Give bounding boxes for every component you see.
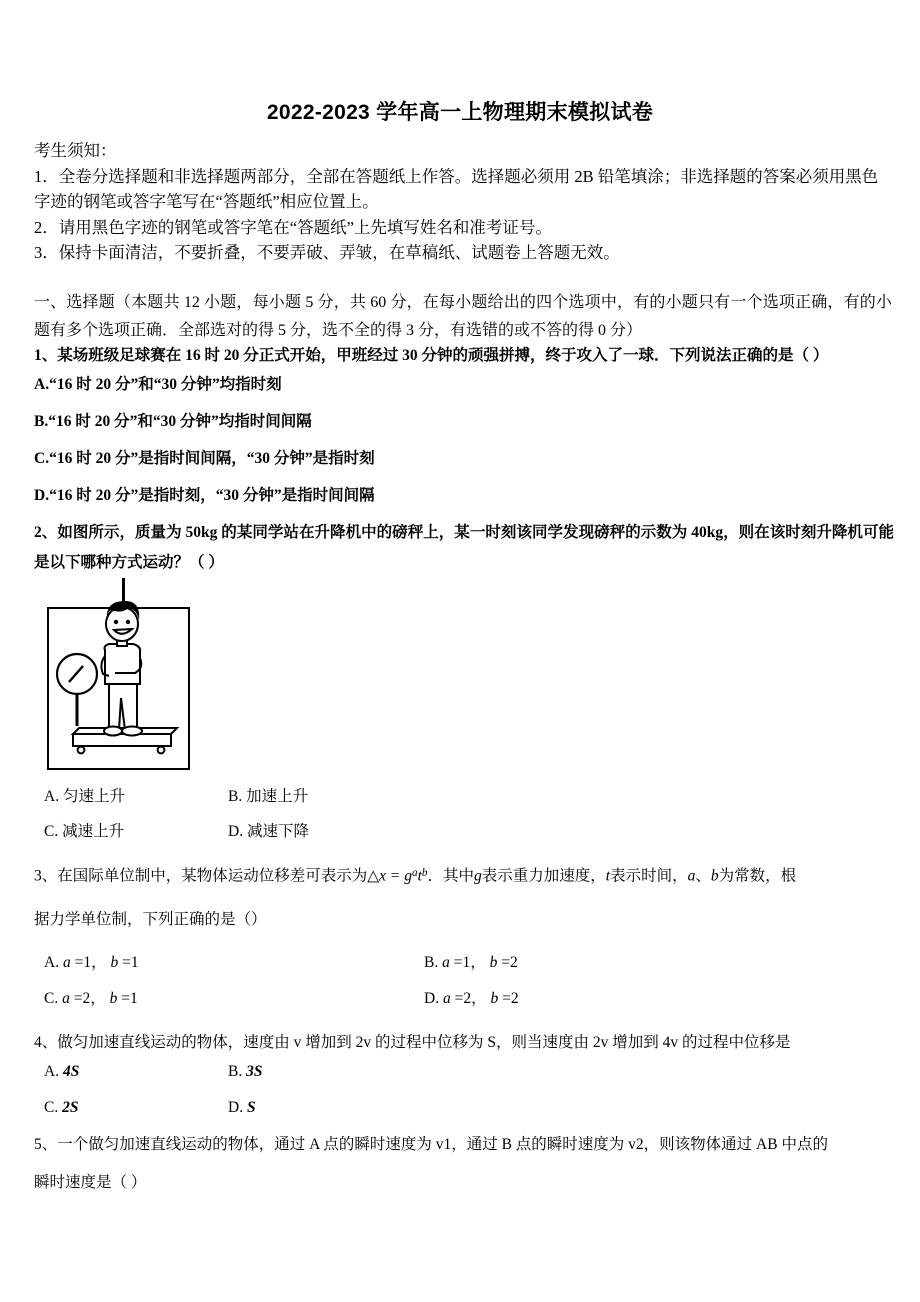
question-3-symbol-t: t — [605, 867, 611, 885]
question-5-stem-line1: 5、一个做匀加速直线运动的物体，通过 A 点的瞬时速度为 v1，通过 B 点的瞬时速度为 v2，则该物体通过 AB 中点的 — [34, 1136, 828, 1153]
scale-platform-body — [73, 734, 171, 746]
question-2-option-a[interactable]: A. 匀速上升 — [44, 788, 125, 805]
question-3-stem-part2: ．其中 — [427, 867, 474, 885]
notice-line-2: 2．请用黑色字迹的钢笔或答字笔在“答题纸”上先填写姓名和准考证号。 — [34, 217, 552, 237]
person-shoe-right — [122, 727, 142, 736]
question-1-stem: 1、某场班级足球赛在 16 时 20 分正式开始，甲班经过 30 分钟的顽强拼搏，终于攻入了一球．下列说法正确的是（ ） — [34, 347, 829, 364]
question-3-stem-part4: 表示时间， — [610, 867, 688, 885]
question-4-option-c-label: C. — [44, 1099, 59, 1116]
person-legs — [109, 682, 137, 730]
question-4-option-d-value: S — [246, 1099, 256, 1116]
question-3-option-c-value-a: 2 — [82, 990, 91, 1007]
question-2-option-b[interactable]: B. 加速上升 — [228, 788, 309, 805]
question-3-option-a-value-b: 1 — [130, 954, 139, 971]
scale-post — [76, 694, 79, 726]
question-4-option-c[interactable] — [44, 1097, 78, 1119]
question-2-stem: 2、如图所示，质量为 50kg 的某同学站在升降机中的磅秤上，某一时刻该同学发现磅秤的示数为 40kg，则在该时刻升降机可能是以下哪种方式运动？（ ） — [34, 524, 894, 571]
question-3-exponent-b: b — [421, 867, 428, 879]
question-1-option-b[interactable]: B.“16 时 20 分”和“30 分钟”均指时间间隔 — [34, 413, 312, 430]
notice-line-3: 3．保持卡面清洁，不要折叠，不要弄破、弄皱，在草稿纸、试题卷上答题无效。 — [34, 243, 620, 262]
question-4-option-a-value: 4S — [62, 1063, 80, 1080]
question-4-option-b-value: 3S — [246, 1063, 263, 1080]
elevator-scale-figure — [47, 578, 197, 772]
candidate-notice — [34, 138, 890, 266]
section-heading-choice: 一、选择题（本题共 12 小题，每小题 5 分，共 60 分，在每小题给出的四个选项中，有的小题只有一个选项正确，有的小题有多个选项正确．全部选对的得 5 分，选不全的得 3 分，有选错的或不答的得 0 分） — [34, 294, 892, 339]
question-5-stem-line2: 瞬时速度是（ ） — [34, 1174, 147, 1191]
question-3-symbol-a: a — [687, 867, 696, 885]
question-3-option-c-value-b: 1 — [129, 990, 138, 1007]
question-4-stem: 4、做匀加速直线运动的物体，速度由 v 增加到 2v 的过程中位移为 S，则当速度由 2v 增加到 4v 的过程中位移是 — [34, 1034, 791, 1051]
scale-wheel-left — [78, 747, 85, 754]
person-eye-right — [126, 620, 130, 624]
question-1-option-d[interactable]: D.“16 时 20 分”是指时刻，“30 分钟”是指时间间隔 — [34, 487, 375, 504]
question-3-stem-part5: 、 — [695, 867, 711, 885]
question-3-option-b-label: B. — [424, 954, 439, 971]
question-3-symbol-b: b — [710, 867, 719, 885]
scale-wheel-right — [158, 747, 165, 754]
question-4-option-d-label: D. — [228, 1099, 244, 1116]
question-3-option-b-value-a: 1 — [462, 954, 471, 971]
question-4-option-b-label: B. — [228, 1063, 243, 1080]
question-3-stem-part1: 3、在国际单位制中，某物体运动位移差可表示为△ — [34, 867, 380, 885]
notice-heading: 考生须知： — [34, 141, 117, 160]
question-3-option-b[interactable]: B. a =1， b =2 — [424, 954, 518, 971]
person-head — [106, 607, 138, 641]
question-3-option-a[interactable]: A. a =1， b =1 — [44, 954, 139, 971]
question-4-option-a-label: A. — [44, 1063, 60, 1080]
question-4-option-a[interactable] — [44, 1061, 79, 1083]
question-2-option-c[interactable]: C. 减速上升 — [44, 823, 125, 840]
question-3-stem-part6: 为常数，根 — [718, 867, 797, 885]
question-3-formula-x: x = g — [379, 867, 413, 885]
question-3-symbol-g: g — [474, 867, 482, 885]
question-3-stem-line2: 据力学单位制，下列正确的是（） — [34, 911, 267, 928]
figure-drawing — [47, 578, 197, 772]
question-3-option-d-value-a: 2 — [463, 990, 472, 1007]
question-3-exponent-a: a — [412, 867, 418, 879]
person-torso — [105, 644, 141, 684]
question-4-option-b[interactable] — [228, 1061, 262, 1083]
question-1-option-a[interactable]: A.“16 时 20 分”和“30 分钟”均指时刻 — [34, 376, 282, 393]
question-3-option-c[interactable]: C. a =2， b =1 — [44, 990, 138, 1007]
question-3-option-a-label: A. — [44, 954, 60, 971]
question-4-option-d[interactable] — [228, 1097, 256, 1119]
question-4-option-c-value: 2S — [62, 1099, 79, 1116]
person-eye-left — [114, 620, 118, 624]
question-3-option-b-value-b: 2 — [509, 954, 518, 971]
question-3-option-c-label: C. — [44, 990, 59, 1007]
question-3-formula-t: t — [417, 867, 422, 885]
question-3-option-d-value-b: 2 — [510, 990, 519, 1007]
question-3-option-d[interactable]: D. a =2， b =2 — [424, 990, 519, 1007]
question-1-option-c[interactable]: C.“16 时 20 分”是指时间间隔，“30 分钟”是指时刻 — [34, 450, 375, 467]
question-2-option-d[interactable]: D. 减速下降 — [228, 823, 309, 840]
question-3-stem-part3: 表示重力加速度， — [481, 867, 606, 885]
person-shoe-left — [104, 727, 122, 736]
page-title: 2022-2023 学年高一上物理期末模拟试卷 — [266, 101, 654, 124]
question-3-option-a-value-a: 1 — [83, 954, 92, 971]
notice-line-1b: 字迹的钢笔或答字笔写在“答题纸”相应位置上。 — [34, 192, 379, 211]
question-3-stem — [34, 858, 894, 892]
notice-line-1a: 1．全卷分选择题和非选择题两部分，全部在答题纸上作答。选择题必须用 2B 铅笔填涂；非选择题的答案必须用黑色 — [34, 166, 879, 186]
question-3-option-d-label: D. — [424, 990, 440, 1007]
